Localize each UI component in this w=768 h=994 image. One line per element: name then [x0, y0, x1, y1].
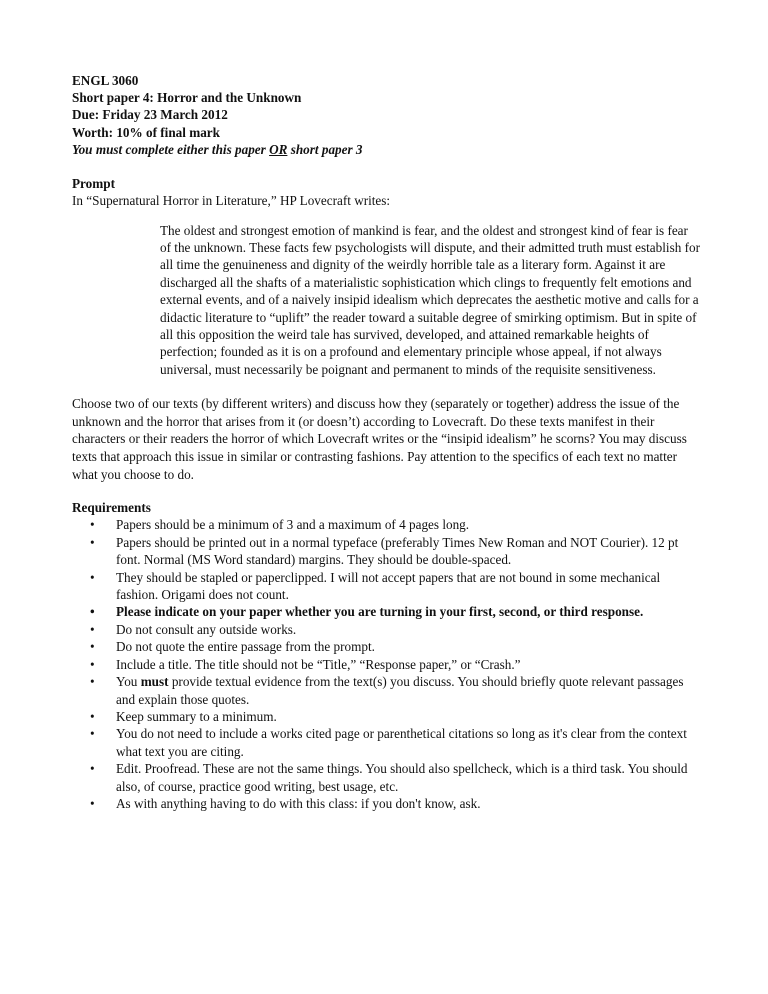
document-page: [72, 72, 698, 812]
list-item: [72, 760, 698, 795]
bullet: •: [90, 569, 95, 585]
list-item: [72, 795, 698, 812]
bullet: •: [90, 534, 95, 550]
requirements-heading: Requirements: [72, 500, 151, 516]
bullet: •: [90, 708, 95, 724]
list-item: [72, 673, 698, 708]
due-date: Due: Friday 23 March 2012: [72, 107, 228, 123]
requirement-text: Include a title. The title should not be “Title,” “Response paper,” or “Crash.”: [116, 656, 521, 672]
paper-title: Short paper 4: Horror and the Unknown: [72, 90, 302, 106]
bullet: •: [90, 795, 95, 811]
requirement-text: Do not quote the entire passage from the prompt.: [116, 639, 375, 655]
requirement-text: Keep summary to a minimum.: [116, 708, 277, 724]
requirement-text-emphasis: must: [140, 674, 169, 690]
list-item: [72, 569, 698, 604]
list-item: [72, 621, 698, 638]
requirement-text: Papers should be a minimum of 3 and a maximum of 4 pages long.: [116, 517, 470, 533]
requirement-text: As with anything having to do with this class: if you don't know, ask.: [116, 795, 481, 811]
prompt-heading: Prompt: [72, 176, 115, 192]
prompt-instructions: Choose two of our texts (by different writers) and discuss how they (separately or together) address the issue of the unknown and the horror that arises from it (or doesn’t) according to Lovecraft. Do these texts manifest in their characters or their readers the horror of which Lovecraft writes or the “insipid idealism” he scorns? You may discuss texts that approach this issue in similar or contrasting fashions. Pay attention to the specifics of each text no matter what you choose to do.: [72, 396, 687, 482]
completion-note-pre: You must complete either this paper: [72, 141, 270, 157]
requirement-text: Edit. Proofread. These are not the same things. You should also spellcheck, which is a third task. You should also, of course, practice good writing, best usage, etc.: [116, 761, 688, 794]
bullet: •: [90, 656, 95, 672]
list-item: [72, 534, 698, 569]
completion-note-or: OR: [269, 141, 288, 157]
requirement-text: You do not need to include a works cited page or parenthetical citations so long as it's clear from the context what text you are citing.: [116, 726, 687, 759]
list-item: [72, 638, 698, 655]
completion-note-post: short paper 3: [287, 141, 363, 157]
requirements-list: [72, 516, 698, 812]
course-code: ENGL 3060: [72, 73, 139, 88]
bullet: •: [90, 604, 95, 620]
bullet: •: [90, 621, 95, 637]
list-item: [72, 516, 698, 533]
lovecraft-quote: The oldest and strongest emotion of mankind is fear, and the oldest and strongest kind of fear is fear of the unknown. These facts few psychologists will dispute, and their admitted truth must establish for all time the genuineness and dignity of the weirdly horrible tale as a literary form. Against it are discharged all the shafts of a materialistic sophistication which clings to frequently felt emotions and external events, and of a naively insipid idealism which deprecates the aesthetic motive and calls for a didactic literature to “uplift” the reader toward a suitable degree of smirking optimism. But in spite of all this opposition the weird tale has survived, developed, and attained remarkable heights of perfection; founded as it is on a profound and elementary principle whose appeal, if not always universal, must necessarily be poignant and permanent to minds of the requisite sensitiveness.: [160, 222, 700, 377]
list-item: [72, 725, 698, 760]
bullet: •: [90, 639, 95, 655]
requirement-text-post: provide textual evidence from the text(s) you discuss. You should briefly quote relevant passages and explain those quotes.: [116, 674, 684, 707]
worth: Worth: 10% of final mark: [72, 124, 220, 140]
prompt-intro: In “Supernatural Horror in Literature,” HP Lovecraft writes:: [72, 193, 391, 209]
requirement-text-pre: You: [116, 674, 141, 690]
bullet: •: [90, 726, 95, 742]
bullet: •: [90, 517, 95, 533]
bullet: •: [90, 674, 95, 690]
requirement-text: Papers should be printed out in a normal typeface (preferably Times New Roman and NOT Courier). 12 pt font. Normal (MS Word standard) margins. They should be double-spaced.: [116, 534, 679, 568]
list-item: [72, 708, 698, 725]
list-item: [72, 603, 698, 620]
requirement-text: They should be stapled or paperclipped. I will not accept papers that are not bound in some mechanical fashion. Origami does not count.: [116, 569, 661, 603]
list-item: [72, 656, 698, 673]
requirement-text: Do not consult any outside works.: [116, 621, 297, 637]
requirement-text: Please indicate on your paper whether you are turning in your first, second, or third response.: [116, 604, 644, 620]
completion-note: [72, 141, 698, 158]
bullet: •: [90, 761, 95, 777]
